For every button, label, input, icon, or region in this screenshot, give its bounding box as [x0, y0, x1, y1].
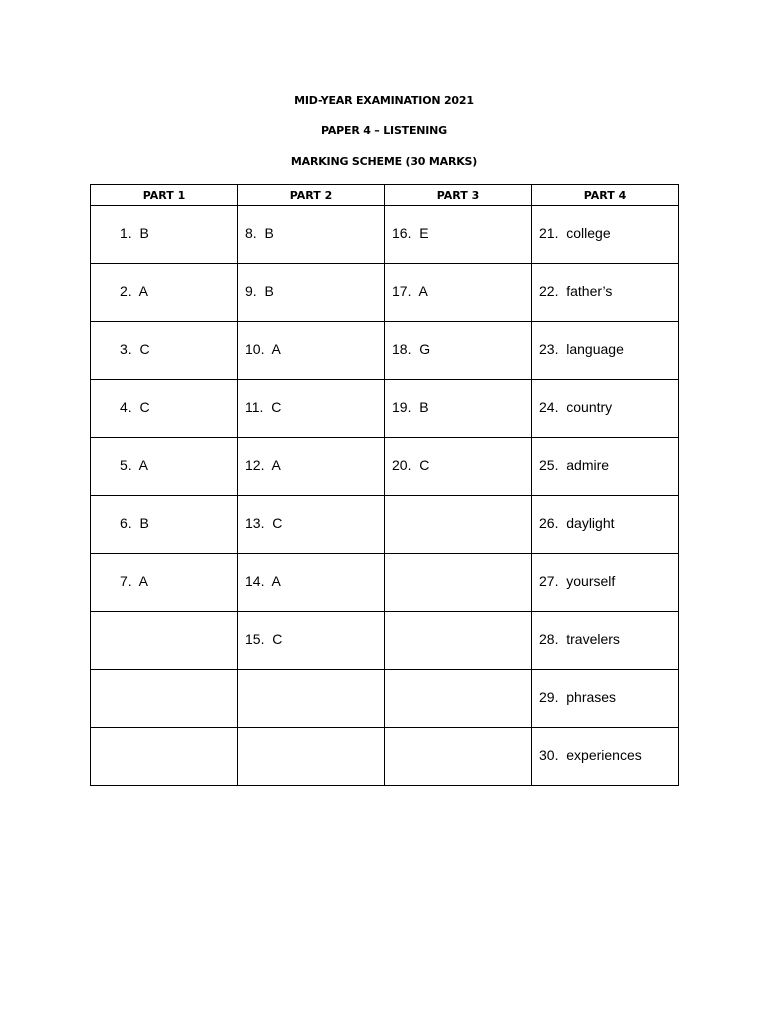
marking-scheme-title: MARKING SCHEME (30 MARKS) [290, 155, 478, 168]
answer-text: 29. phrases [539, 689, 617, 705]
answer-text: 9. B [245, 283, 274, 299]
answer-cell-part-1 [91, 264, 238, 322]
answer-cell-part-3 [385, 612, 532, 670]
answer-cell-part-1 [91, 380, 238, 438]
answer-cell-part-2 [238, 438, 385, 496]
answer-text: 30. experiences [539, 747, 642, 763]
answer-text: 3. C [120, 341, 150, 357]
answer-cell-part-3 [385, 496, 532, 554]
table-row [91, 612, 679, 670]
answer-cell-part-3 [385, 264, 532, 322]
column-header-part-1: PART 1 [91, 185, 238, 206]
answer-cell-part-2 [238, 670, 385, 728]
answer-cell-part-4 [532, 728, 679, 786]
answer-text: 1. B [120, 225, 149, 241]
answer-cell-part-3 [385, 380, 532, 438]
answer-text: 8. B [245, 225, 274, 241]
answer-cell-part-1 [91, 322, 238, 380]
answer-cell-part-1 [91, 612, 238, 670]
answer-cell-part-4 [532, 206, 679, 264]
answer-cell-part-2 [238, 264, 385, 322]
table-row [91, 554, 679, 612]
table-row [91, 322, 679, 380]
column-header-part-4: PART 4 [532, 185, 679, 206]
answer-text: 11. C [245, 399, 282, 415]
answer-text: 28. travelers [539, 631, 620, 647]
answer-text: 21. college [539, 225, 611, 241]
answer-text: 26. daylight [539, 515, 615, 531]
answer-text: 18. G [392, 341, 431, 357]
answer-text: 20. C [392, 457, 430, 473]
answer-cell-part-4 [532, 438, 679, 496]
answer-cell-part-4 [532, 554, 679, 612]
answer-text: 16. E [392, 225, 429, 241]
answer-cell-part-3 [385, 206, 532, 264]
table-row [91, 670, 679, 728]
answer-text: 14. A [245, 573, 281, 589]
answer-cell-part-3 [385, 438, 532, 496]
answer-cell-part-4 [532, 264, 679, 322]
answer-cell-part-2 [238, 496, 385, 554]
column-header-part-3: PART 3 [385, 185, 532, 206]
answer-text: 10. A [245, 341, 281, 357]
answer-cell-part-1 [91, 496, 238, 554]
table-body [91, 206, 679, 786]
answer-cell-part-2 [238, 322, 385, 380]
answer-cell-part-3 [385, 670, 532, 728]
answer-cell-part-2 [238, 612, 385, 670]
answer-text: 23. language [539, 341, 624, 357]
table-row [91, 728, 679, 786]
answer-text: 25. admire [539, 457, 610, 473]
answer-cell-part-4 [532, 322, 679, 380]
answer-cell-part-1 [91, 438, 238, 496]
answer-text: 17. A [392, 283, 428, 299]
answer-cell-part-3 [385, 322, 532, 380]
answer-text: 13. C [245, 515, 283, 531]
answer-cell-part-1 [91, 670, 238, 728]
answer-text: 5. A [120, 457, 149, 473]
answer-cell-part-4 [532, 380, 679, 438]
paper-title: PAPER 4 – LISTENING [320, 124, 448, 137]
answer-cell-part-1 [91, 554, 238, 612]
answer-cell-part-4 [532, 612, 679, 670]
marking-scheme-table [90, 184, 679, 786]
table-row [91, 438, 679, 496]
answer-text: 2. A [120, 283, 149, 299]
answer-text: 12. A [245, 457, 281, 473]
table-row [91, 264, 679, 322]
answer-text: 24. country [539, 399, 613, 415]
answer-text: 27. yourself [539, 573, 616, 589]
answer-text: 7. A [120, 573, 149, 589]
answer-text: 4. C [120, 399, 150, 415]
answer-cell-part-2 [238, 206, 385, 264]
answer-text: 22. father’s [539, 283, 613, 299]
answer-text: 15. C [245, 631, 283, 647]
answer-cell-part-2 [238, 380, 385, 438]
answer-cell-part-1 [91, 206, 238, 264]
answer-cell-part-1 [91, 728, 238, 786]
table-row [91, 206, 679, 264]
answer-cell-part-2 [238, 554, 385, 612]
column-header-part-2: PART 2 [238, 185, 385, 206]
answer-cell-part-2 [238, 728, 385, 786]
answer-cell-part-3 [385, 728, 532, 786]
table-row [91, 380, 679, 438]
answer-cell-part-3 [385, 554, 532, 612]
table-header-row [91, 185, 679, 206]
answer-text: 6. B [120, 515, 149, 531]
table-row [91, 496, 679, 554]
answer-cell-part-4 [532, 670, 679, 728]
answer-cell-part-4 [532, 496, 679, 554]
answer-text: 19. B [392, 399, 429, 415]
exam-title: MID-YEAR EXAMINATION 2021 [294, 94, 474, 107]
